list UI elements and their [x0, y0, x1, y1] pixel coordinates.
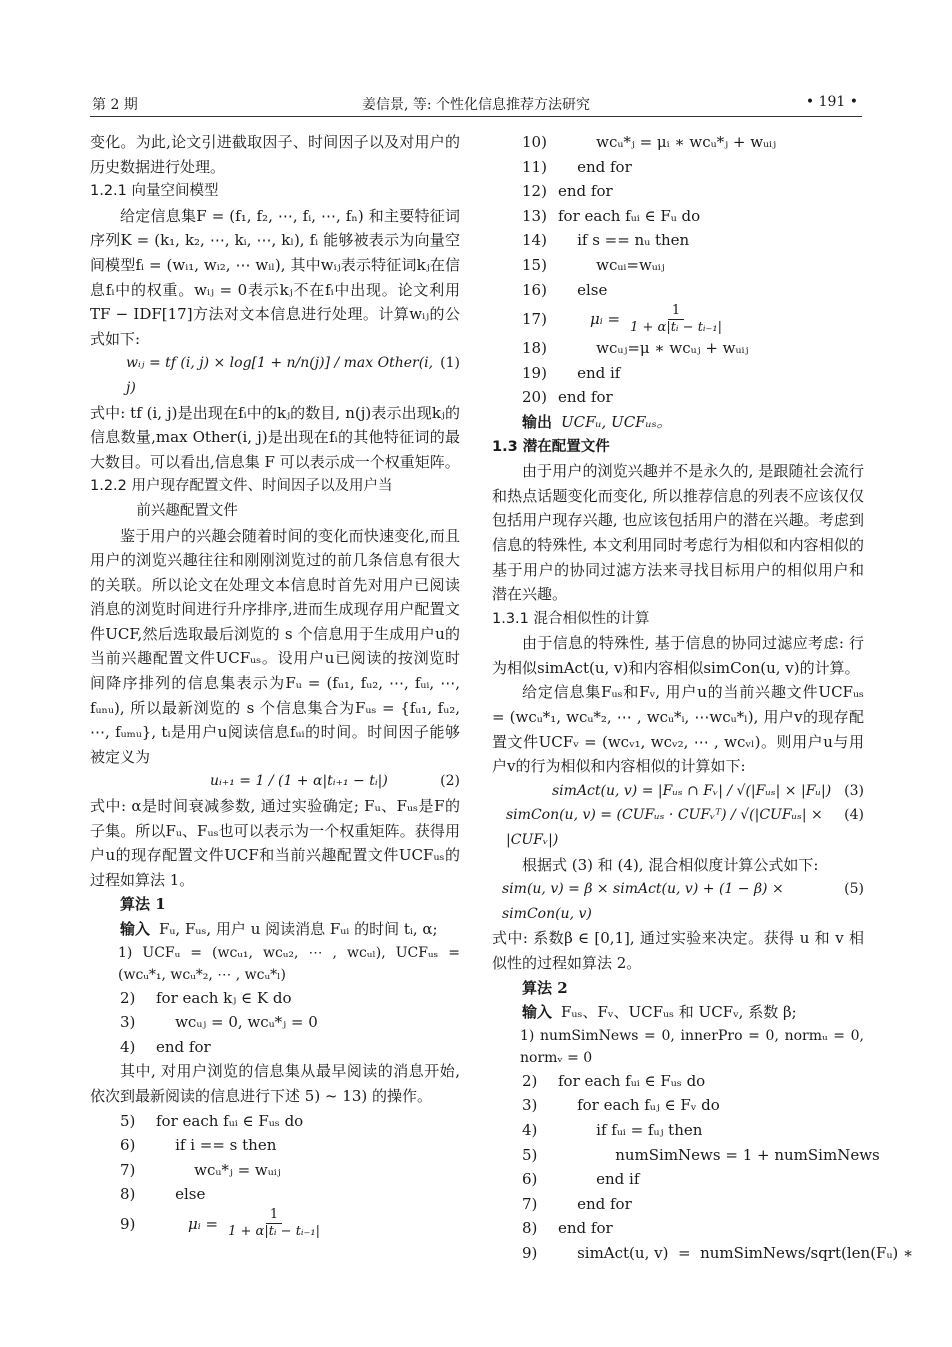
mixed-similarity-paragraph: 由于信息的特殊性, 基于信息的协同过滤应考虑: 行为相似simAct(u, v)和内容相似simCon(u, v)的计算。 — [492, 634, 864, 677]
page-number: • 191 • — [805, 94, 858, 110]
algorithm-line — [522, 179, 864, 204]
intro-paragraph: 变化。为此,论文引进截取因子、时间因子以及对用户的历史数据进行处理。 — [90, 133, 460, 176]
line-number: 18) — [522, 339, 547, 358]
algorithm-line — [522, 1093, 864, 1118]
line-number: 8) — [120, 1185, 136, 1204]
mu-numerator: 1 — [668, 303, 684, 320]
algorithm-line — [522, 361, 864, 386]
line-number: 6) — [522, 1170, 538, 1189]
line-code: simAct(u, v) = numSimNews/sqrt(len(Fᵤ) ∗ — [558, 1243, 914, 1262]
line-code: for each fᵤᵢ ∈ Fᵤₛ do — [156, 1111, 304, 1130]
section-1-2-2-heading-line1: 1.2.2 用户现存配置文件、时间因子以及用户当 — [90, 478, 393, 495]
line-code: if fᵤᵢ = fᵤⱼ then — [558, 1120, 703, 1139]
algorithm-line — [522, 1216, 864, 1241]
section-1-3-1-heading: 1.3.1 混合相似性的计算 — [492, 610, 650, 627]
algorithm-line — [120, 1010, 460, 1035]
algorithm-line — [120, 1182, 460, 1207]
algorithm-1-line-17 — [492, 302, 864, 336]
line-code: end for — [558, 388, 613, 407]
algorithm-line — [120, 1133, 460, 1158]
algorithm-1-input — [90, 917, 460, 942]
line-code: numSimNews = 1 + numSimNews — [558, 1145, 880, 1164]
line-number: 19) — [522, 363, 547, 382]
algorithm-1-output-label: 输出 — [522, 412, 553, 431]
given-sets-paragraph: 给定信息集Fᵤₛ和Fᵥ, 用户u的当前兴趣文件UCFᵤₛ = (wcᵤ*₁, wcᵤ*₂, ⋯ , wcᵤ*ᵢ, ⋯wcᵤ*ₗ), 用户v的现存配置文件UCFᵥ = (wcᵥ₁, wcᵥ₂, ⋯ , wcᵥₗ)。则用户u与用户v的行为相似和内容相似的计算如下: — [492, 683, 864, 776]
mu-lhs: μᵢ = — [188, 1214, 219, 1233]
line-number: 14) — [522, 231, 547, 250]
line-number: 3) — [522, 1096, 538, 1115]
algorithm-explanation-paragraph: 其中, 对用户浏览的信息集从最早阅读的消息开始, 依次到最新阅读的信息进行下述 5) ~ 13) 的操作。 — [90, 1062, 460, 1105]
algorithm-line — [522, 1167, 864, 1192]
line-number: 2) — [120, 988, 136, 1007]
line-code: end for — [558, 1194, 632, 1213]
mu-numerator: 1 — [266, 1207, 282, 1224]
equation-2-number: (2) — [440, 773, 460, 790]
algorithm-1-line-1: 1) UCFᵤ = (wcᵤ₁, wcᵤ₂, ⋯ , wcᵤₗ), UCFᵤₛ = (wcᵤ*₁, wcᵤ*₂, ⋯ , wcᵤ*ₗ) — [118, 944, 460, 983]
line-number: 5) — [522, 1145, 538, 1164]
algorithm-1-lines-b — [90, 1109, 460, 1207]
equation-4-body: simCon(u, v) = (CUFᵤₛ · CUFᵥᵀ) / √(|CUFᵤₛ| × |CUFᵥ|) — [506, 807, 823, 849]
algorithm-1-title: 算法 1 — [120, 895, 166, 914]
algorithm-1-output-text: UCFᵤ, UCFᵤₛ。 — [561, 412, 672, 431]
algorithm-line — [120, 1109, 460, 1134]
algorithm-line — [522, 336, 864, 361]
line-number: 11) — [522, 157, 547, 176]
equation-1 — [90, 351, 460, 400]
equation-4-number: (4) — [844, 807, 864, 824]
running-header — [90, 86, 862, 117]
algorithm-line — [522, 1192, 864, 1217]
mu-fraction — [626, 303, 726, 336]
line-number: 16) — [522, 280, 547, 299]
line-code: for each fᵤⱼ ∈ Fᵥ do — [558, 1096, 720, 1115]
running-title: 姜信景, 等: 个性化信息推荐方法研究 — [361, 97, 591, 113]
line-number: 4) — [522, 1120, 538, 1139]
mu-fraction — [224, 1207, 324, 1240]
equation-2 — [90, 769, 460, 794]
equation-34-intro: 根据式 (3) 和 (4), 混合相似度计算公式如下: — [522, 855, 819, 874]
line-number: 3) — [120, 1013, 136, 1032]
line-number: 6) — [120, 1136, 136, 1155]
equation-2-explanation: 式中: α是时间衰减参数, 通过实验确定; Fᵤ、Fᵤₛ是F的子集。所以Fᵤ、Fᵤₛ也可以表示为一个权重矩阵。获得用户u的现存配置文件UCF和当前兴趣配置文件UCFᵤₛ的过程如算法 1。 — [90, 797, 460, 889]
algorithm-line — [120, 1035, 460, 1060]
algorithm-2-lines — [492, 1069, 914, 1266]
latent-profile-paragraph: 由于用户的浏览兴趣并不是永久的, 是跟随社会流行和热点话题变化而变化, 所以推荐信息的列表不应该仅仅包括用户现存兴趣, 也应该包括用户的潜在兴趣。考虑到信息的特殊性, 本文利用同时考虑行为相似和内容相似的基于用户的协同过滤方法来寻找目标用户的相似用户和潜在兴趣。 — [492, 462, 864, 604]
line-code: wcᵤᵢ=wᵤᵢⱼ — [558, 255, 665, 274]
line-code: end for — [558, 182, 613, 201]
line-number: 20) — [522, 388, 547, 407]
line-code: for each fᵤᵢ ∈ Fᵤₛ do — [558, 1071, 706, 1090]
algorithm-2-input-label: 输入 — [522, 1003, 553, 1022]
line-code: if s == nᵤ then — [558, 231, 690, 250]
issue-number: 第 2 期 — [92, 97, 138, 113]
equation-1-number: (1) — [440, 355, 460, 372]
line-code: end for — [558, 1219, 613, 1238]
algorithm-line — [522, 253, 864, 278]
equation-3-number: (3) — [844, 782, 864, 799]
equation-5-number: (5) — [844, 881, 864, 898]
equation-1-explanation: 式中: tf (i, j)是出现在fᵢ中的kⱼ的数目, n(j)表示出现kⱼ的信息数量,max Other(i, j)是出现在fᵢ的其他特征词的最大数目。可以看出,信息集 F 可以表示成一个权重矩阵。 — [90, 403, 460, 471]
line-code: wcᵤⱼ = 0, wcᵤ*ⱼ = 0 — [156, 1013, 318, 1032]
algorithm-line — [522, 1241, 914, 1266]
algorithm-1-input-text: Fᵤ, Fᵤₛ, 用户 u 阅读消息 Fᵤᵢ 的时间 tᵢ, α; — [159, 920, 438, 938]
algorithm-line — [522, 130, 864, 155]
algorithm-1-line-9 — [90, 1207, 460, 1241]
algorithm-1-output — [492, 410, 864, 435]
section-1-3-heading: 1.3 潜在配置文件 — [492, 438, 610, 455]
algorithm-1-lines-a — [90, 986, 460, 1060]
algorithm-line — [522, 1118, 864, 1143]
line-code: end for — [558, 157, 632, 176]
algorithm-line — [522, 1143, 880, 1168]
line-number: 12) — [522, 182, 547, 201]
equation-5-explanation: 式中: 系数β ∈ [0,1], 通过实验来决定。获得 u 和 v 相似性的过程如算法 2。 — [492, 929, 864, 972]
algorithm-line — [522, 228, 864, 253]
mu-denominator: 1 + α|tᵢ − tᵢ₋₁| — [630, 319, 722, 335]
time-factor-paragraph: 鉴于用户的兴趣会随着时间的变化而快速变化,而且用户的浏览兴趣往往和刚刚浏览过的前几条信息有很大的关联。所以论文在处理文本信息时首先对用户已阅读消息的浏览时间进行升序排序,进而生成现存用户配置文件UCF,然后选取最后浏览的 s 个信息用于生成用户u的当前兴趣配置文件UCFᵤₛ。设用户u已阅读的按浏览时间降序排列的信息集表示为Fᵤ = (fᵤ₁, fᵤ₂, ⋯, fᵤᵢ, ⋯, fᵤₙᵤ), 所以最新浏览的 s 个信息集合为Fᵤₛ = {fᵤ₁, fᵤ₂, ⋯, fᵤₘᵤ}, tᵢ是用户u阅读信息fᵤᵢ的时间。时间因子能够被定义为 — [90, 526, 460, 766]
line-number: 10) — [522, 133, 547, 151]
equation-1-body: wᵢⱼ = tf (i, j) × log[1 + n/n(j)] / max Other(i, j) — [126, 355, 434, 396]
line-number: 17) — [522, 309, 547, 328]
line-code: end if — [558, 1170, 640, 1189]
line-number: 9) — [522, 1243, 538, 1262]
algorithm-2-title: 算法 2 — [522, 978, 568, 997]
line-number: 8) — [522, 1219, 538, 1238]
line-number: 13) — [522, 206, 547, 225]
algorithm-line — [120, 986, 460, 1011]
equation-5 — [492, 877, 864, 926]
algorithm-1-lines-c — [492, 130, 864, 302]
section-1-2-1-heading: 1.2.1 向量空间模型 — [90, 183, 219, 200]
line-code: else — [156, 1185, 206, 1204]
algorithm-line — [522, 1069, 864, 1094]
line-code: end for — [156, 1037, 211, 1056]
vsm-paragraph: 给定信息集F = (f₁, f₂, ⋯, fᵢ, ⋯, fₙ) 和主要特征词序列K = (k₁, k₂, ⋯, kᵢ, ⋯, kₗ), fᵢ 能够被表示为向量空间模型fᵢ = (wᵢ₁, wᵢ₂, ⋯ wᵢₗ), 其中wᵢⱼ表示特征词kⱼ在信息fᵢ中的权重。wᵢⱼ = 0表示kⱼ不在fᵢ中出现。论文利用TF − IDF[17]方法对文本信息进行处理。计算wᵢⱼ的公式如下: — [90, 206, 460, 348]
line-code: for each fᵤᵢ ∈ Fᵤ do — [558, 206, 701, 225]
equation-3-body: simAct(u, v) = |Fᵤₛ ∩ Fᵥ| / √(|Fᵤₛ| × |Fᵤ|) — [552, 782, 832, 799]
line-number: 4) — [120, 1037, 136, 1056]
equation-5-body: sim(u, v) = β × simAct(u, v) + (1 − β) × simCon(u, v) — [502, 881, 784, 922]
mu-denominator: 1 + α|tᵢ − tᵢ₋₁| — [228, 1224, 320, 1240]
line-code: if i == s then — [156, 1136, 277, 1155]
equation-3 — [492, 779, 864, 804]
algorithm-2-input-text: Fᵤₛ、Fᵥ、UCFᵤₛ 和 UCFᵥ, 系数 β; — [561, 1003, 797, 1022]
line-code: wcᵤ*ⱼ = μᵢ ∗ wcᵤ*ⱼ + wᵤᵢⱼ — [558, 133, 777, 151]
section-1-2-2-heading-line2: 前兴趣配置文件 — [136, 502, 238, 519]
line-code: wcᵤ*ⱼ = wᵤᵢⱼ — [156, 1160, 281, 1179]
equation-4 — [492, 803, 864, 852]
algorithm-line — [120, 1158, 460, 1183]
right-column — [492, 130, 914, 1266]
algorithm-line — [522, 385, 864, 410]
line-code: end if — [558, 363, 621, 382]
algorithm-2-input — [492, 1000, 864, 1025]
line-code: wcᵤⱼ=μ ∗ wcᵤⱼ + wᵤᵢⱼ — [558, 339, 749, 358]
line-code: for each kⱼ ∈ K do — [156, 988, 292, 1007]
line-number: 7) — [120, 1160, 136, 1179]
line-number: 9) — [120, 1214, 136, 1233]
line-number: 7) — [522, 1194, 538, 1213]
algorithm-line — [522, 204, 864, 229]
algorithm-2-line-1: 1) numSimNews = 0, innerPro = 0, normᵤ = 0, normᵥ = 0 — [520, 1027, 864, 1066]
left-column — [90, 130, 460, 1241]
line-number: 2) — [522, 1071, 538, 1090]
line-number: 5) — [120, 1111, 136, 1130]
mu-lhs: μᵢ = — [590, 309, 621, 328]
algorithm-1-input-label: 输入 — [120, 920, 151, 938]
equation-2-body: uᵢ₊₁ = 1 / (1 + α|tᵢ₊₁ − tᵢ|) — [210, 773, 388, 790]
line-code: else — [558, 280, 608, 299]
algorithm-1-lines-d — [492, 336, 864, 410]
algorithm-line — [522, 155, 864, 180]
algorithm-line — [522, 278, 864, 303]
line-number: 15) — [522, 255, 547, 274]
